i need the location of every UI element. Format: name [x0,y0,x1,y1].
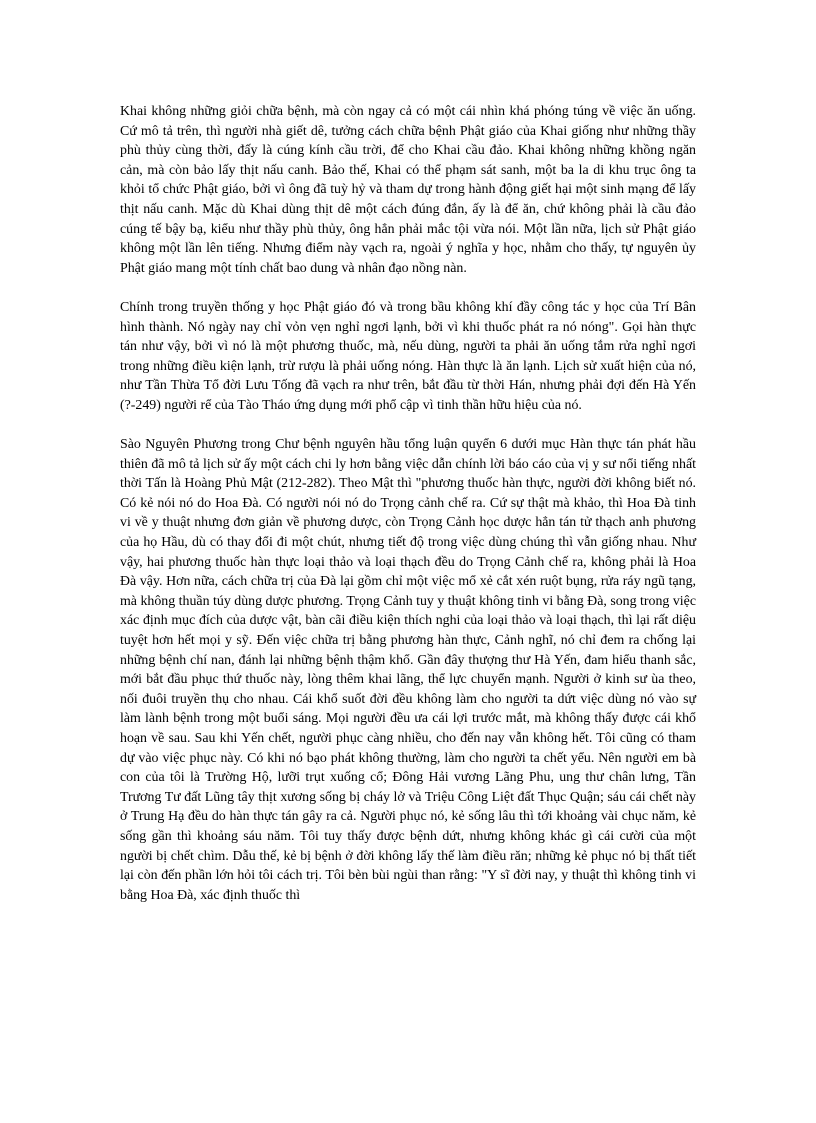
paragraph-2: Chính trong truyền thống y học Phật giáo đó và trong bầu không khí đầy công tác y học của Trí Bân hình thành. Nó ngày nay chỉ vỏn vẹn nghỉ ngơi lạnh, bởi vì khi thuốc phát ra nó nóng". Gọi hàn thực tán như vậy, bởi vì nó là một phương thuốc, mà, nếu dùng, người ta phải ăn uống tắm rửa nghỉ ngơi trong những điều kiện lạnh, trừ rượu là phải uống nóng. Hàn thực là ăn lạnh. Lịch sử xuất hiện của nó, như Tần Thừa Tổ đời Lưu Tống đã vạch ra như trên, bắt đầu từ thời Hán, nhưng phải đợi đến Hà Yến (?-249) người rể của Tào Tháo ứng dụng mới phổ cập vì tinh thần hữu hiệu của nó. [120,299,696,413]
paragraph-3: Sào Nguyên Phương trong Chư bệnh nguyên hầu tổng luận quyển 6 dưới mục Hàn thực tán phát hầu thiên đã mô tả lịch sử ấy một cách chi ly hơn bằng việc dẫn chính lời báo cáo của vị y sư nổi tiếng nhất thời Tấn là Hoàng Phủ Mật (212-282). Theo Mật thì "phương thuốc hàn thực, người đời không biết nó. Có kẻ nói nó do Hoa Đà. Có người nói nó do Trọng cảnh chế ra. Cứ sự thật mà khảo, thì Hoa Đà tinh vi về y thuật nhưng đơn giản về phương dược, còn Trọng Cảnh học dược hẳn tán tử thạch anh phương của họ Hầu, dù có thay đổi đi một chút, nhưng tiết độ trong việc dùng chúng thì vẫn giống nhau. Như vậy, hai phương thuốc hàn thực loại thảo và loại thạch đều do Trọng Cảnh chế ra, không phải là Hoa Đà vậy. Hơn nữa, cách chữa trị của Đà lại gồm chỉ một việc mổ xẻ cắt xén ruột bụng, rửa ráy ngũ tạng, mà không thuần túy dùng dược phương. Trọng Cảnh tuy y thuật không tinh vi bằng Đà, song trong việc xác định mục đích của dược vật, bàn cãi điều kiện thích nghi của loại thảo và loại thạch, thì lại rất diệu tuyệt hơn hết mọi y sỹ. Đến việc chữa trị bằng phương hàn thực, Cảnh nghĩ, nó chỉ đem ra chống lại những bệnh chí nan, đánh lại những bệnh thậm khổ. Gần đây thượng thư Hà Yến, đam hiểu thanh sắc, mới bắt đầu phục thứ thuốc này, lòng thêm khai lãng, thể lực chuyển mạnh. Người ở kinh sư ùa theo, nối đuôi truyền thụ cho nhau. Cái khổ suốt đời đều không làm cho người ta dứt việc dùng nó vào sự làm lành bệnh trong một buổi sáng. Mọi người đều ưa cái lợi trước mắt, mà không thấy được cái khổ hoạn về sau. Sau khi Yến chết, người phục càng nhiều, cho đến nay vẫn không hết. Tôi cũng có tham dự vào việc phục này. Có khi nó bạo phát không thường, làm cho người ta chết yểu. Nên người em bà con của tôi là Trường Hộ, lưỡi trụt xuống cổ; Đông Hải vương Lãng Phu, ung thư chân lưng, Tần Trương Tư đất Lũng tây thịt xương sống bị cháy lở và Triệu Công Liệt đất Thục Quận; sáu cái chết này ở Trung Hạ đều do hàn thực tán gây ra cả. Người phục nó, kẻ sống lâu thì tới khoảng vài chục năm, kẻ sống gần thì khoảng sáu năm. Tôi tuy thấy được bệnh dứt, nhưng không khác gì cái cười của một người bị chết chìm. Dẫu thế, kẻ bị bệnh ở đời không lấy thế làm điều răn; những kẻ phục nó bị thất tiết lại còn đến phần lớn hỏi tôi cách trị. Tôi bèn bùi ngùi than rằng: "Y sĩ đời nay, y thuật thì không tinh vi bằng Hoa Đà, xác định thuốc thì [120,437,696,903]
document-body [120,102,696,905]
paragraph-1: Khai không những giỏi chữa bệnh, mà còn ngay cả có một cái nhìn khá phóng túng về việc ăn uống. Cứ mô tả trên, thì người nhà giết dê, tưởng cách chữa bệnh Phật giáo của Khai giống như những thầy phù thủy cùng thời, đấy là cúng kính cầu trời, để cho Khai cầu đảo. Khai không những khồng ngăn cản, mà còn bảo lấy thịt nấu canh. Bảo thế, Khai có thể phạm sát sanh, một ba la di khu trục ông ta khỏi tổ chức Phật giáo, bởi vì ông đã tuỳ hỷ và tham dự trong hành động giết hại một sinh mạng để lấy thịt nấu canh. Mặc dù Khai dùng thịt dê một cách đúng đắn, ấy là để ăn, chứ không phải là cầu đảo cúng tế bậy bạ, kiểu như thầy phù thủy, ông hẳn phải mắc tội vừa nói. Một lần nữa, lịch sử Phật giáo không một lần lên tiếng. Nhưng điểm này vạch ra, ngoài ý nghĩa y học, nhằm cho thấy, tự nguyên ủy Phật giáo mang một tính chất bao dung và nhân đạo nồng nàn. [120,104,696,276]
